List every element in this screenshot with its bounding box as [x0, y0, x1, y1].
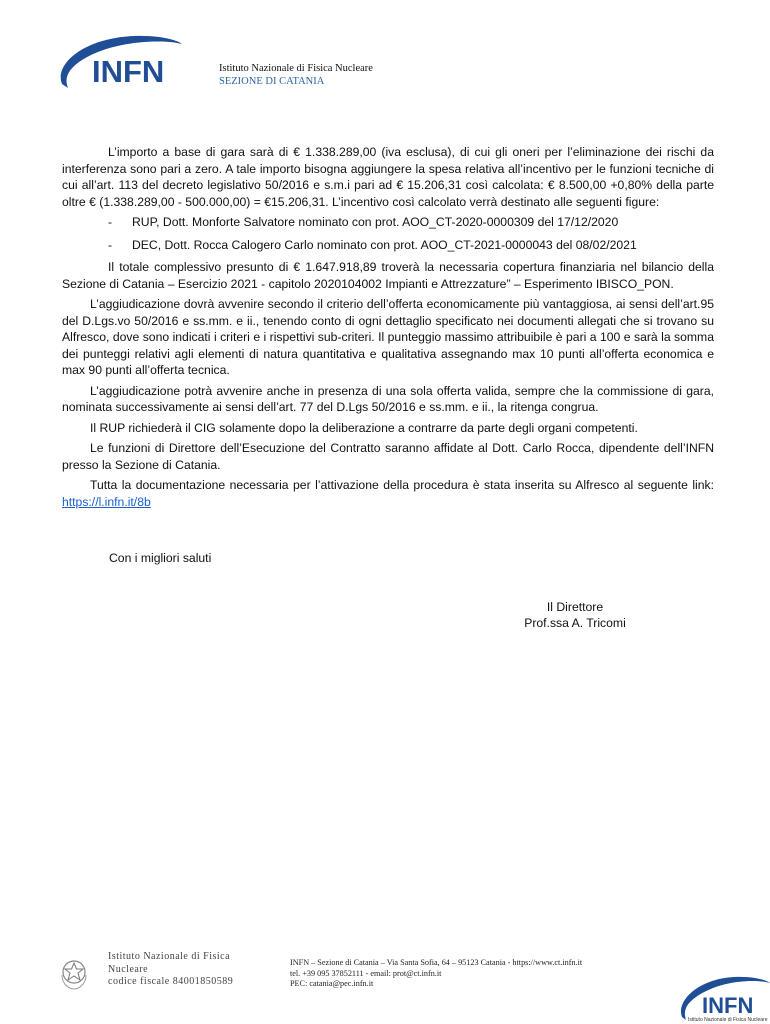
footer-contacts: [290, 958, 582, 990]
list-item-text: DEC, Dott. Rocca Calogero Carlo nominato con prot. AOO_CT-2021-0000043 del 08/02/2021: [132, 237, 637, 252]
paragraph-7: [62, 477, 714, 510]
footer-address: INFN – Sezione di Catania – Via Santa Sofia, 64 – 95123 Catania - https://www.ct.infn.it: [290, 958, 583, 967]
footer-logo-text: INFN: [702, 993, 754, 1018]
signature-name: Prof.ssa A. Tricomi: [524, 616, 626, 630]
infn-logo: [54, 34, 184, 96]
footer-logo-tagline: Istituto Nazionale di Fisica Nucleare: [688, 1017, 768, 1023]
footer-phone-email: tel. +39 095 37852111 - email: prot@ct.infn.it: [290, 968, 442, 978]
footer-pec: PEC: catania@pec.infn.it: [290, 979, 374, 988]
italian-emblem-icon: [58, 955, 90, 991]
footer-institute-line1: Istituto Nazionale di Fisica: [108, 951, 231, 962]
paragraph-2: Il totale complessivo presunto di € 1.647.918,89 troverà la necessaria copertura finanziaria nel bilancio della Sezione di Catania – Esercizio 2021 - capitolo 2020104002 Impianti e Attrezzature” – Esperimento IBISCO_PON.: [62, 260, 714, 291]
paragraph-3: L’aggiudicazione dovrà avvenire secondo il criterio dell’offerta economicamente più vantaggiosa, ai sensi dell’art.95 del D.Lgs.vo 50/2016 e ss.mm. e ii., tenendo conto di ogni dettaglio specificato nei documenti allegati che si trovano su Alfresco, dove sono indicati i criteri e i rispettivi sub-criteri. Il punteggio massimo attribuibile è pari a 100 e sarà la somma dei punteggi relativi agli elementi di natura quantitativa e qualitativa assegnando max 10 punti all’offerta economica e max 90 punti all’offerta tecnica.: [62, 297, 714, 377]
closing: Con i migliori saluti: [109, 551, 212, 565]
logo-text: INFN: [92, 54, 165, 89]
section-name: SEZIONE DI CATANIA: [219, 76, 325, 87]
paragraph-6: Le funzioni di Direttore dell’Esecuzione del Contratto saranno affidate al Dott. Carlo Rocca, dipendente dell’INFN presso la Sezione di Catania.: [62, 441, 714, 472]
alfresco-link[interactable]: https://l.infn.it/8b: [62, 494, 151, 509]
header-institute: [219, 62, 373, 88]
institute-name: Istituto Nazionale di Fisica Nucleare: [219, 63, 373, 74]
paragraph-4: L’aggiudicazione potrà avvenire anche in presenza di una sola offerta valida, sempre che la commissione di gara, nominata successivamente ai sensi dell’art. 77 del D.Lgs 50/2016 e ss.mm. e ii., la ritenga congrua.: [62, 383, 714, 414]
list-item: - DEC, Dott. Rocca Calogero Carlo nominato con prot. AOO_CT-2021-0000043 del 08/02/2021: [108, 237, 637, 252]
list-item: - RUP, Dott. Monforte Salvatore nominato con prot. AOO_CT-2020-0000309 del 17/12/2020: [108, 215, 619, 229]
footer-fiscal-code: codice fiscale 84001850589: [108, 976, 234, 987]
list-item-text: RUP, Dott. Monforte Salvatore nominato con prot. AOO_CT-2020-0000309 del 17/12/2020: [132, 215, 619, 229]
paragraph-7-text: Tutta la documentazione necessaria per l’attivazione della procedura è stata inserita su Alfresco al seguente link:: [90, 478, 714, 492]
letter-body: [62, 144, 714, 514]
signature-title: Il Direttore: [546, 600, 604, 614]
paragraph-1: L’importo a base di gara sarà di € 1.338.289,00 (iva esclusa), di cui gli oneri per l’eliminazione dei rischi da interferenza sono pari a zero. A tale importo bisogna aggiungere la spesa relativa all’incentivo per le funzioni tecniche di cui all’art. 113 del decreto legislativo 50/2016 e s.m.i pari ad € 15.206,31 così calcolata: € 8.500,00 +0,80% della parte oltre € (1.338.289,00 - 500.000,00) = €15.206,31. L’incentivo così calcolato verrà destinato alle seguenti figure:: [62, 145, 714, 209]
footer-institute-line2: Nucleare: [108, 963, 149, 975]
paragraph-5: Il RUP richiederà il CIG solamente dopo la deliberazione a contrarre da parte degli organi competenti.: [90, 420, 638, 435]
signature-block: [520, 599, 630, 631]
footer-left: [108, 951, 233, 989]
